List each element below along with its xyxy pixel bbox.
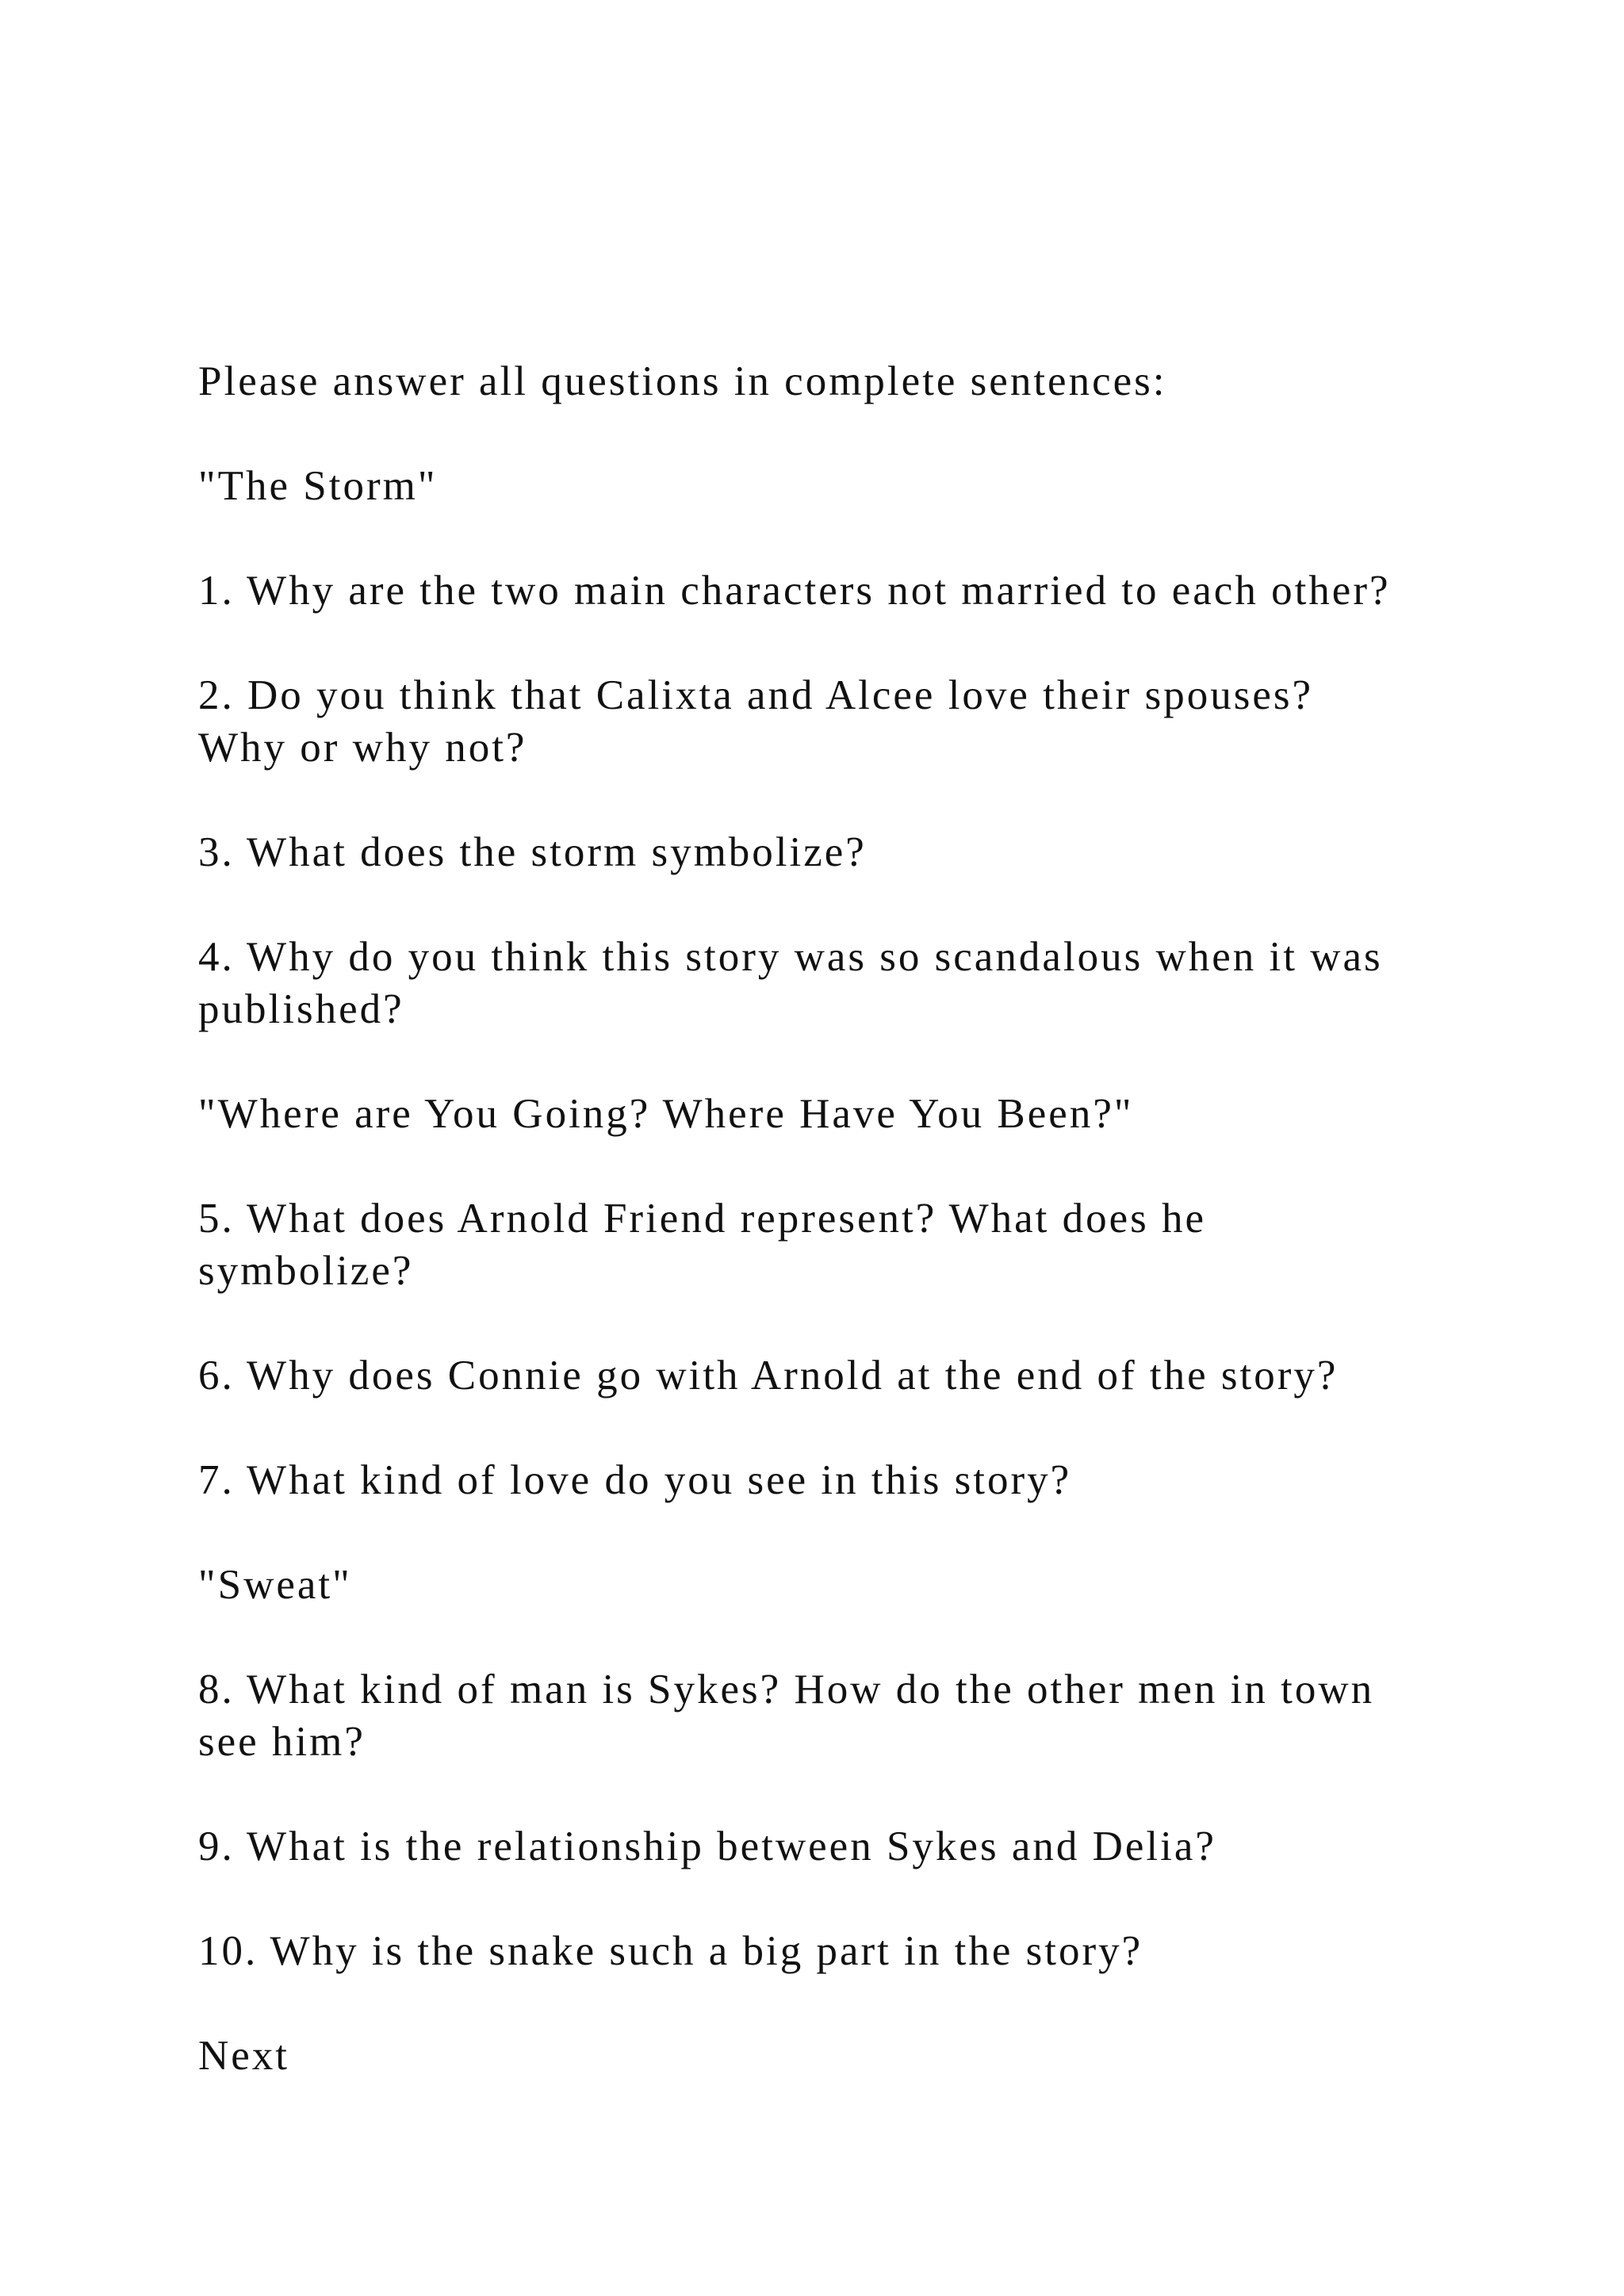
question-5-line-1: 5. What does Arnold Friend represent? What does he [198, 1196, 1207, 1242]
section-title-where-are-you-going: "Where are You Going? Where Have You Been?" [198, 1091, 1134, 1137]
next-link[interactable]: Next [198, 2033, 290, 2079]
instructions-text: Please answer all questions in complete sentences: [198, 358, 1167, 404]
question-2-line-1: 2. Do you think that Calixta and Alcee love their spouses? [198, 672, 1313, 718]
question-1-line-1: 1. Why are the two main characters not married to each other? [198, 568, 1391, 614]
question-9-line-1: 9. What is the relationship between Sykes and Delia? [198, 1823, 1216, 1869]
question-3-line-1: 3. What does the storm symbolize? [198, 829, 867, 875]
section-title-sweat: "Sweat" [198, 1562, 352, 1608]
section-title-the-storm: "The Storm" [198, 463, 438, 509]
question-2-line-2: Why or why not? [198, 725, 527, 771]
question-8-line-1: 8. What kind of man is Sykes? How do the other men in town [198, 1667, 1375, 1712]
question-4-line-1: 4. Why do you think this story was so scandalous when it was [198, 934, 1383, 980]
question-8-line-2: see him? [198, 1719, 366, 1765]
question-6-line-1: 6. Why does Connie go with Arnold at the end of the story? [198, 1353, 1339, 1399]
question-7-line-1: 7. What kind of love do you see in this story? [198, 1457, 1072, 1503]
question-10-line-1: 10. Why is the snake such a big part in the story? [198, 1928, 1143, 1974]
question-4-line-2: published? [198, 986, 404, 1032]
question-5-line-2: symbolize? [198, 1248, 414, 1294]
